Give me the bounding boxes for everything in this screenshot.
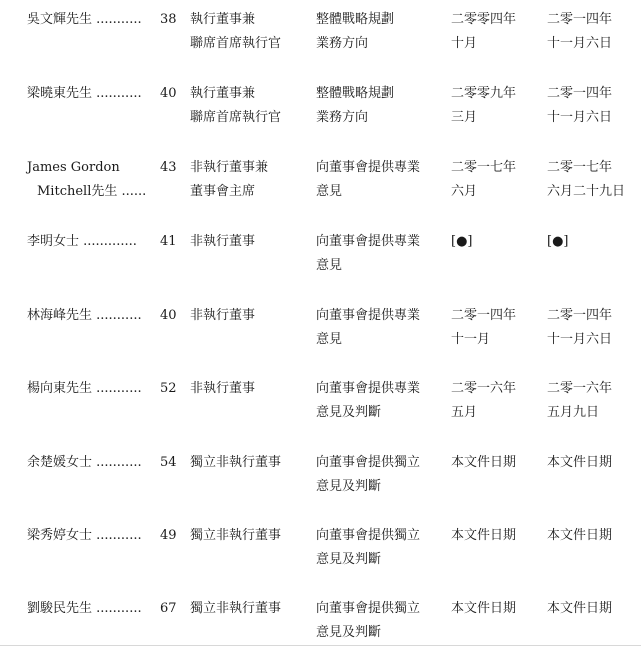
table-row [0,451,641,511]
director-name [27,597,147,621]
director-name-line: 李明女士 ............. [27,234,137,249]
director-duty-line: 向董事會提供專業 [316,160,421,175]
appointment-date [451,377,531,425]
director-duty-line: 向董事會提供獨立 [316,601,421,616]
board-date-line: 十一月六日 [547,110,613,125]
director-duty-line: 意見 [316,332,343,347]
director-age: 40 [160,86,177,101]
director-name-line: James Gordon [27,160,120,175]
director-name [27,524,147,548]
board-appointment-date [547,451,637,475]
director-name [27,451,147,475]
director-role-line: 非執行董事 [190,234,256,249]
director-duty [316,230,436,278]
board-date-line: 本文件日期 [547,601,613,616]
director-duty [316,304,436,352]
director-role [190,8,305,56]
table-row [0,524,641,584]
director-duty-line: 整體戰略規劃 [316,12,395,27]
director-age: 54 [160,455,177,470]
board-date-line: 六月二十九日 [547,184,626,199]
director-age: 41 [160,234,177,249]
appointment-date [451,304,531,352]
director-duty-line: 向董事會提供獨立 [316,528,421,543]
appointment-date-line: 二零零四年 [451,12,517,27]
director-name-line: 梁秀婷女士 ........... [27,528,142,543]
director-name-line: Mitchell先生 ...... [37,184,147,199]
appointment-date-line: 三月 [451,110,478,125]
director-duty-line: 意見及判斷 [316,405,382,420]
board-appointment-date [547,82,637,130]
board-date-line: 本文件日期 [547,528,613,543]
director-name-line: 楊向東先生 ........... [27,381,142,396]
director-duty-line: 向董事會提供專業 [316,381,421,396]
director-name-line: 林海峰先生 ........... [27,308,142,323]
appointment-date-line: 六月 [451,184,478,199]
table-row [0,82,641,142]
director-role [190,304,305,328]
director-role [190,377,305,401]
board-date-line: 十一月六日 [547,332,613,347]
appointment-date [451,8,531,56]
appointment-date-line: [●] [451,234,473,249]
board-date-line: 二零一四年 [547,308,613,323]
director-role-line: 非執行董事 [190,308,256,323]
director-role-line: 聯席首席執行官 [190,36,282,51]
director-name [27,304,147,328]
table-row [0,597,641,657]
board-appointment-date [547,377,637,425]
director-duty-line: 向董事會提供專業 [316,308,421,323]
director-name [27,82,147,106]
appointment-date-line: 本文件日期 [451,601,517,616]
appointment-date [451,597,531,621]
appointment-date [451,230,531,254]
director-duty [316,82,436,130]
board-date-line: 二零一七年 [547,160,613,175]
director-role [190,451,305,475]
board-date-line: 五月九日 [547,405,600,420]
board-date-line: [●] [547,234,569,249]
director-duty [316,156,436,204]
director-name-line: 余楚媛女士 ........... [27,455,142,470]
director-age: 43 [160,160,177,175]
director-duty-line: 意見及判斷 [316,552,382,567]
board-date-line: 二零一四年 [547,12,613,27]
appointment-date-line: 本文件日期 [451,528,517,543]
director-duty [316,451,436,499]
table-row [0,304,641,364]
director-duty [316,8,436,56]
appointment-date-line: 五月 [451,405,478,420]
board-appointment-date [547,524,637,548]
director-duty-line: 意見及判斷 [316,479,382,494]
director-age: 38 [160,12,177,27]
director-role-line: 董事會主席 [190,184,256,199]
director-duty-line: 向董事會提供專業 [316,234,421,249]
director-role-line: 獨立非執行董事 [190,455,282,470]
director-name-line: 吳文輝先生 ........... [27,12,142,27]
director-age: 52 [160,381,177,396]
page-bottom-divider [0,645,641,646]
director-age: 67 [160,601,177,616]
table-row [0,230,641,290]
director-role-line: 聯席首席執行官 [190,110,282,125]
board-appointment-date [547,230,637,254]
board-date-line: 二零一六年 [547,381,613,396]
director-duty-line: 整體戰略規劃 [316,86,395,101]
director-role [190,230,305,254]
board-appointment-date [547,156,637,204]
appointment-date [451,156,531,204]
board-date-line: 十一月六日 [547,36,613,51]
director-duty-line: 意見 [316,184,343,199]
director-role [190,82,305,130]
director-role [190,524,305,548]
director-name [27,230,147,254]
director-role-line: 獨立非執行董事 [190,601,282,616]
board-appointment-date [547,597,637,621]
board-date-line: 本文件日期 [547,455,613,470]
director-role-line: 非執行董事 [190,381,256,396]
appointment-date [451,82,531,130]
table-row [0,8,641,68]
board-appointment-date [547,304,637,352]
table-row [0,156,641,216]
appointment-date-line: 二零一七年 [451,160,517,175]
director-age: 49 [160,528,177,543]
director-role-line: 非執行董事兼 [190,160,269,175]
director-duty [316,524,436,572]
director-name-line: 劉駿民先生 ........... [27,601,142,616]
director-name-line: 梁曉東先生 ........... [27,86,142,101]
director-role-line: 執行董事兼 [190,86,256,101]
director-role [190,156,305,204]
appointment-date-line: 二零零九年 [451,86,517,101]
director-name [27,8,147,32]
director-duty-line: 業務方向 [316,110,369,125]
director-duty [316,377,436,425]
director-age: 40 [160,308,177,323]
appointment-date-line: 二零一六年 [451,381,517,396]
board-appointment-date [547,8,637,56]
director-role-line: 獨立非執行董事 [190,528,282,543]
director-duty-line: 業務方向 [316,36,369,51]
director-role [190,597,305,621]
appointment-date-line: 本文件日期 [451,455,517,470]
director-duty-line: 向董事會提供獨立 [316,455,421,470]
appointment-date-line: 二零一四年 [451,308,517,323]
appointment-date [451,524,531,548]
director-name [27,156,147,204]
director-duty-line: 意見及判斷 [316,625,382,640]
director-duty-line: 意見 [316,258,343,273]
appointment-date-line: 十月 [451,36,478,51]
appointment-date [451,451,531,475]
director-duty [316,597,436,645]
board-date-line: 二零一四年 [547,86,613,101]
director-name [27,377,147,401]
appointment-date-line: 十一月 [451,332,491,347]
director-role-line: 執行董事兼 [190,12,256,27]
table-row [0,377,641,437]
